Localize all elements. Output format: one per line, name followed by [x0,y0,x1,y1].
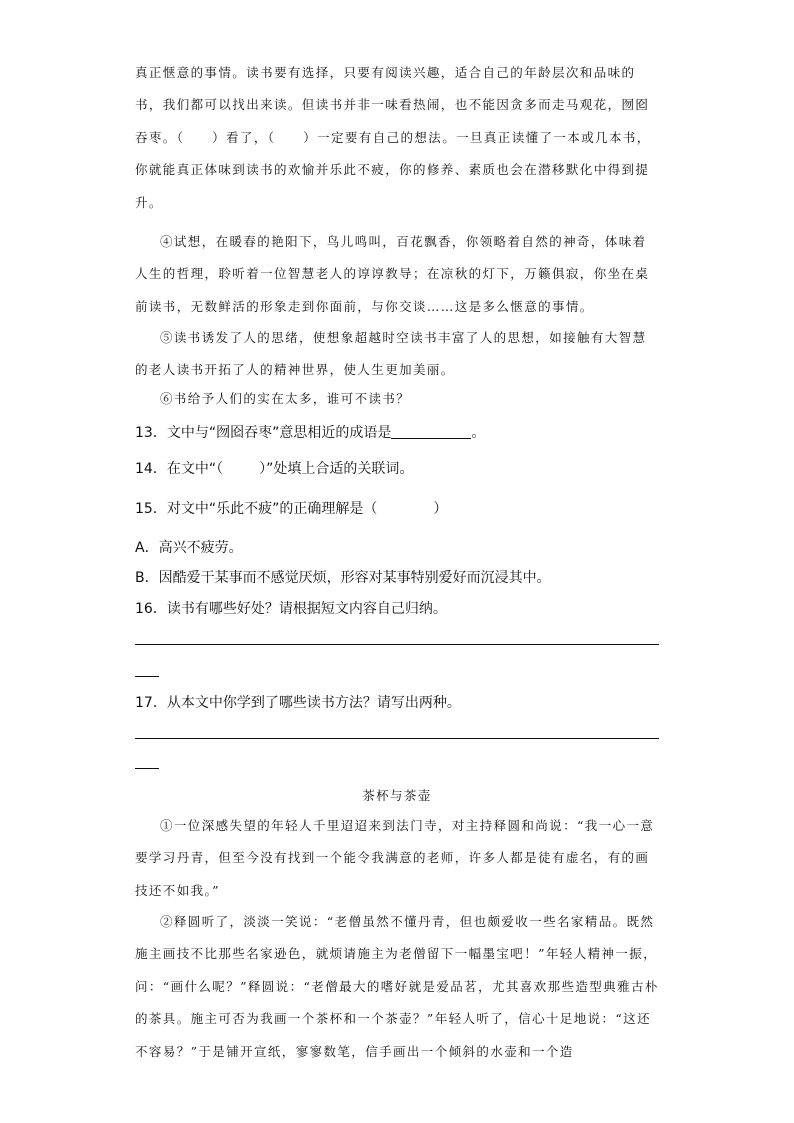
passage-2-paragraph-2: ②释圆听了，淡淡一笑说：“老僧虽然不懂丹青，但也颇爱收一些名家精品。既然施主画技不比那些名家逊色，就烦请施主为老僧留下一幅墨宝吧！”年轻人精神一振，问：“画什么呢？”释圆说：“老僧最大的嗜好就是爱品茗，尤其喜欢那些造型典雅古朴的茶具。施主可否为我画一个茶杯和一个茶壶？”年轻人听了，信心十足地说：“这还不容易？”于是铺开宣纸，寥寥数笔，信手画出一个倾斜的水壶和一个造 [135,914,659,1059]
question-16: 16．读书有哪些好处？请根据短文内容自己归纳。 [135,601,447,617]
question-16-answer-line[interactable] [135,644,659,645]
passage-paragraph-4: ④试想，在暖春的艳阳下，鸟儿鸣叫，百花飘香，你领略着自然的神奇，体味着人生的哲理，聆听着一位智慧老人的谆谆教导；在凉秋的灯下，万籁俱寂，你坐在桌前读书，无数鲜活的形象走到你面前，与你交谈……这是多么惬意的事情。 [135,234,650,314]
question-13 [135,422,660,442]
passage-2-title: 茶杯与茶壶 [362,788,432,803]
question-16-answer-line-end[interactable] [135,676,159,677]
question-13-text: 13．文中与“囫囵吞枣”意思相近的成语是 [135,425,392,441]
passage-paragraph-intro: 真正惬意的事情。读书要有选择，只要有阅读兴趣，适合自己的年龄层次和品味的书，我们都可以找出来读。但读书并非一味看热闹，也不能因贪多而走马观花，囫囵吞枣。（ ）看了，（ ）一定要有自己的想法。一旦真正读懂了一本或几本书，你就能真正体味到读书的欢愉并乐此不疲，你的修养、素质也会在潜移默化中得到提升。 [135,65,651,210]
passage-2-paragraph-1: ①一位深感失望的年轻人千里迢迢来到法门寺，对主持释圆和尚说：“我一心一意要学习丹青，但至今没有找到一个能令我满意的老师，许多人都是徒有虚名，有的画技还不如我。” [135,818,655,898]
question-15-text-b: ） [433,501,448,517]
question-15-option-b: B．因酷爱干某事而不感觉厌烦，形容对某事特别爱好而沉浸其中。 [135,570,551,586]
question-17-answer-line[interactable] [135,738,659,739]
question-17-answer-line-end[interactable] [135,768,159,769]
question-14 [135,458,660,478]
question-14-text-b: ）”处填上合适的关联词。 [259,461,414,477]
question-13-end: 。 [471,425,486,441]
question-15-option-a: A．高兴不疲劳。 [135,540,243,556]
question-15-text-a: 15．对文中“乐此不疲”的正确理解是（ [135,501,378,517]
passage-paragraph-6: ⑥书给予人们的实在太多，谁可不读书？ [160,391,411,406]
question-13-blank[interactable] [391,424,471,439]
question-14-text-a: 14．在文中“（ [135,461,224,477]
passage-paragraph-5: ⑤读书诱发了人的思绪，使想象超越时空读书丰富了人的思想，如接触有大智慧的老人读书开拓了人的精神世界，使人生更加美丽。 [135,330,647,378]
question-17: 17．从本文中你学到了哪些读书方法？请写出两种。 [135,695,461,711]
question-15 [135,498,660,518]
